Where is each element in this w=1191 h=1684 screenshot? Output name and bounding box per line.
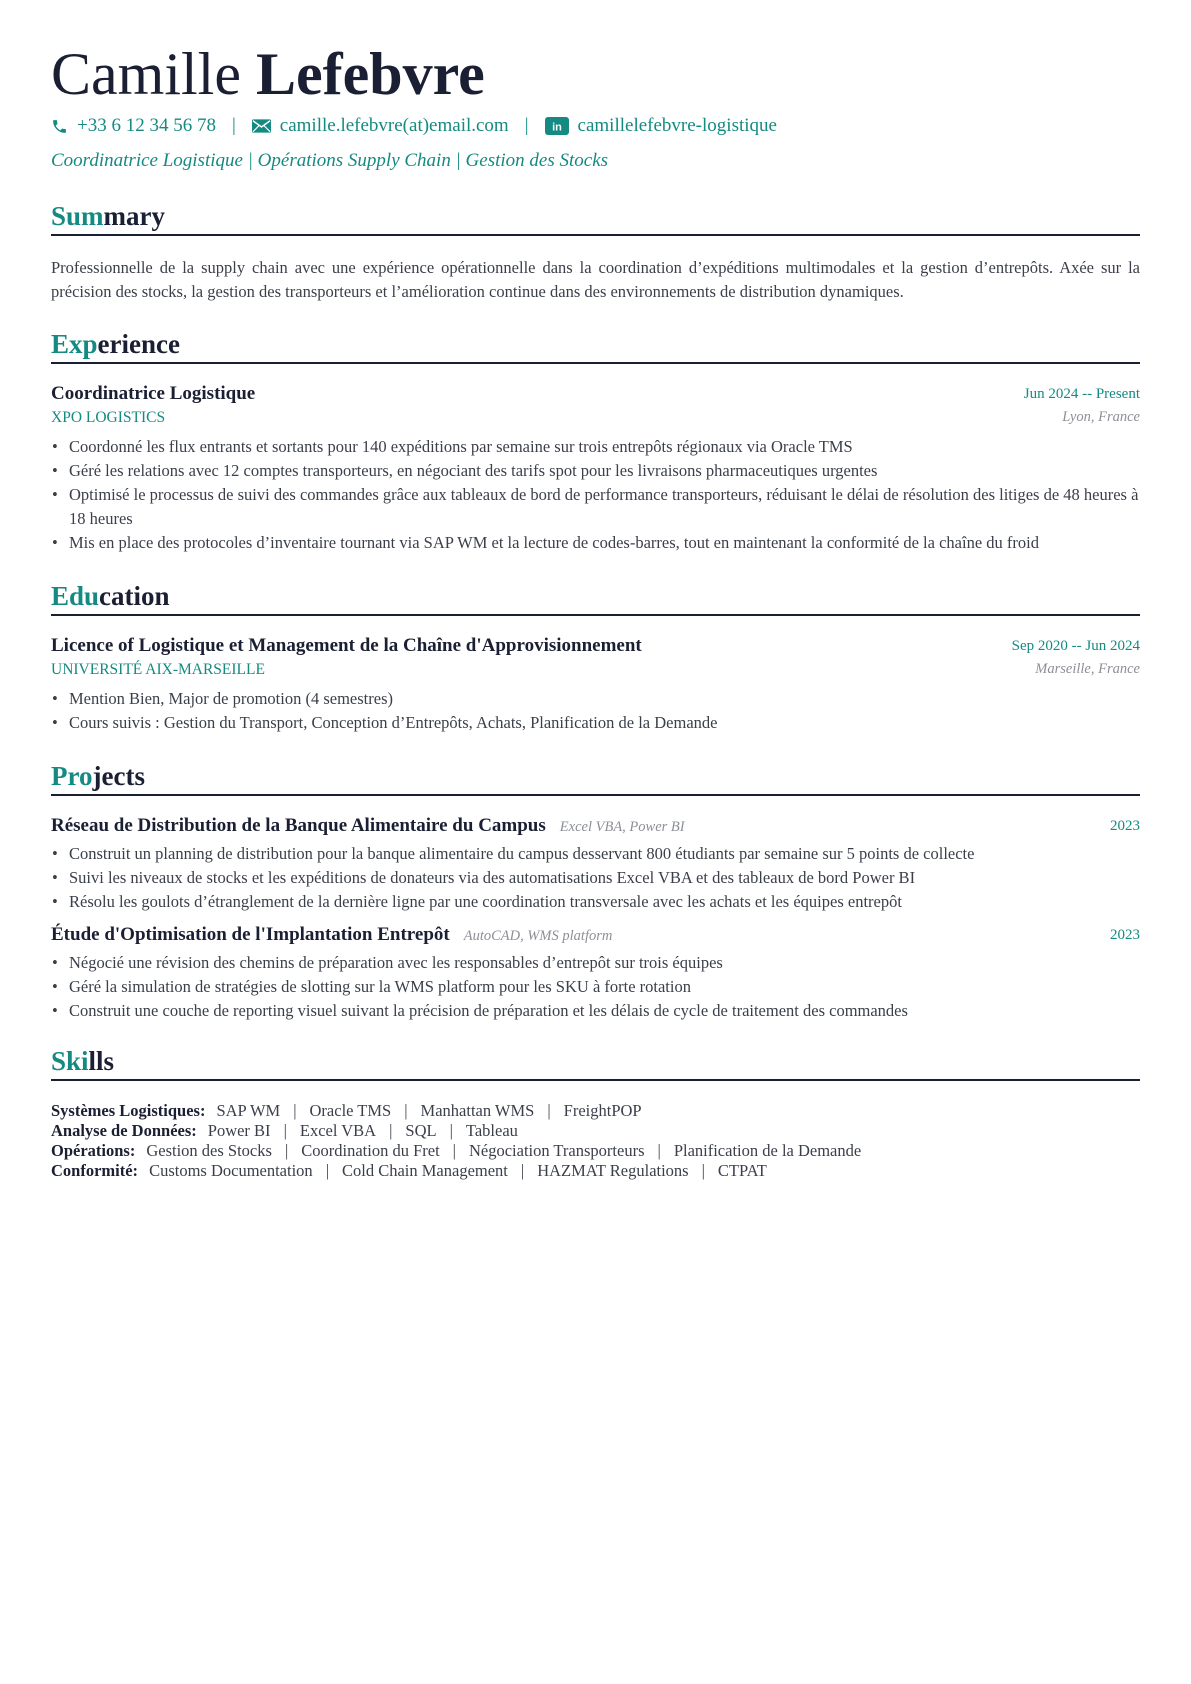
skill-item: Tableau bbox=[465, 1121, 518, 1140]
section-title-education: Education bbox=[51, 578, 1140, 616]
envelope-icon bbox=[252, 119, 271, 133]
project-bullets bbox=[51, 842, 1140, 914]
skill-item: Manhattan WMS bbox=[420, 1101, 535, 1120]
skill-item: CTPAT bbox=[717, 1161, 767, 1180]
education-school: UNIVERSITÉ AIX-MARSEILLE bbox=[51, 661, 265, 678]
skill-item: SQL bbox=[405, 1121, 437, 1140]
skill-row: Systèmes Logistiques: SAP WM | Oracle TMS | Manhattan WMS | FreightPOP bbox=[51, 1101, 642, 1120]
list-item: • Optimisé le processus de suivi des commandes grâce aux tableaux de bord de performance transporteurs, réduisant le délai de résolution des litiges de 48 heures à 18 heures bbox=[51, 483, 1140, 531]
list-item: • Géré les relations avec 12 comptes transporteurs, en négociant des tarifs spot pour les livraisons pharmaceutiques urgentes bbox=[51, 459, 1140, 483]
skill-item: Oracle TMS bbox=[309, 1101, 392, 1120]
project-tech: Excel VBA, Power BI bbox=[559, 819, 685, 835]
skill-category: Analyse de Données: bbox=[51, 1121, 197, 1140]
candidate-name bbox=[51, 36, 485, 112]
education-date: Sep 2020 -- Jun 2024 bbox=[1011, 638, 1140, 654]
project-tech: AutoCAD, WMS platform bbox=[463, 928, 613, 944]
experience-location: Lyon, France bbox=[1062, 409, 1140, 425]
skill-item: Coordination du Fret bbox=[301, 1141, 440, 1160]
experience-company: XPO LOGISTICS bbox=[51, 409, 166, 426]
list-item: • Coordonné les flux entrants et sortants pour 140 expéditions par semaine sur trois entrepôts régionaux via Oracle TMS bbox=[51, 435, 1140, 459]
project-title: Réseau de Distribution de la Banque Alimentaire du Campus Excel VBA, Power BI bbox=[51, 815, 685, 836]
skill-item: Négociation Transporteurs bbox=[468, 1141, 645, 1160]
project-date: 2023 bbox=[1110, 927, 1140, 943]
list-item: • Négocié une révision des chemins de préparation avec les responsables d’entrepôt sur trois équipes bbox=[51, 951, 1140, 975]
project-date: 2023 bbox=[1110, 818, 1140, 834]
project-title: Étude d'Optimisation de l'Implantation Entrepôt AutoCAD, WMS platform bbox=[51, 924, 613, 945]
skill-row: Analyse de Données: Power BI | Excel VBA | SQL | Tableau bbox=[51, 1121, 518, 1140]
skill-item: Power BI bbox=[207, 1121, 271, 1140]
phone-icon bbox=[51, 118, 68, 135]
first-name: Camille bbox=[51, 41, 241, 107]
project-bullets bbox=[51, 951, 1140, 1023]
list-item: • Résolu les goulots d’étranglement de la dernière ligne par une coordination transversale avec les achats et les équipes entrepôt bbox=[51, 890, 1140, 914]
education-bullets bbox=[51, 687, 1140, 735]
section-title-projects: Projects bbox=[51, 758, 1140, 796]
skill-category: Systèmes Logistiques: bbox=[51, 1101, 206, 1120]
list-item: • Géré la simulation de stratégies de slotting sur la WMS platform pour les SKU à forte rotation bbox=[51, 975, 1140, 999]
skill-item: FreightPOP bbox=[563, 1101, 642, 1120]
contact-separator: | bbox=[524, 115, 529, 136]
experience-date: Jun 2024 -- Present bbox=[1023, 386, 1140, 402]
linkedin-link[interactable]: camillelefebvre-logistique bbox=[577, 115, 777, 136]
skill-category: Conformité: bbox=[51, 1161, 139, 1180]
education-degree: Licence of Logistique et Management de la Chaîne d'Approvisionnement bbox=[51, 635, 642, 656]
contact-line bbox=[51, 112, 777, 140]
skill-item: Gestion des Stocks bbox=[146, 1141, 272, 1160]
contact-separator: | bbox=[231, 115, 236, 136]
skill-item: HAZMAT Regulations bbox=[537, 1161, 689, 1180]
list-item: • Suivi les niveaux de stocks et les expéditions de donateurs via des automatisations Excel VBA et des tableaux de bord Power BI bbox=[51, 866, 1140, 890]
experience-bullets bbox=[51, 435, 1140, 555]
skill-row: Opérations: Gestion des Stocks | Coordination du Fret | Négociation Transporteurs | Planification de la Demande bbox=[51, 1141, 862, 1160]
section-title-summary: Summary bbox=[51, 198, 1140, 236]
skill-category: Opérations: bbox=[51, 1141, 136, 1160]
email-link[interactable]: camille.lefebvre(at)email.com bbox=[279, 115, 509, 136]
list-item: • Cours suivis : Gestion du Transport, Conception d’Entrepôts, Achats, Planification de la Demande bbox=[51, 711, 1140, 735]
list-item: • Mention Bien, Major de promotion (4 semestres) bbox=[51, 687, 1140, 711]
tagline: Coordinatrice Logistique | Opérations Supply Chain | Gestion des Stocks bbox=[51, 150, 609, 171]
skill-item: SAP WM bbox=[216, 1101, 281, 1120]
phone-number[interactable]: +33 6 12 34 56 78 bbox=[77, 115, 216, 136]
experience-role: Coordinatrice Logistique bbox=[51, 383, 256, 404]
list-item: • Mis en place des protocoles d’inventaire tournant via SAP WM et la lecture de codes-barres, tout en maintenant la conformité de la chaîne du froid bbox=[51, 531, 1140, 555]
skill-item: Excel VBA bbox=[299, 1121, 377, 1140]
skill-item: Customs Documentation bbox=[149, 1161, 313, 1180]
education-location: Marseille, France bbox=[1035, 661, 1140, 677]
skills-list bbox=[51, 1101, 861, 1181]
summary-text: Professionnelle de la supply chain avec une expérience opérationnelle dans la coordination d’expéditions multimodales et la gestion d’entrepôts. Axée sur la précision des stocks, la gestion des transporteurs et l’amélioration continue dans des environnements de distribution dynamiques. bbox=[51, 258, 1140, 301]
list-item: • Construit une couche de reporting visuel suivant la précision de préparation et les délais de cycle de traitement des commandes bbox=[51, 999, 1140, 1023]
list-item: • Construit un planning de distribution pour la banque alimentaire du campus desservant 800 étudiants par semaine sur 5 points de collecte bbox=[51, 842, 1140, 866]
skill-item: Planification de la Demande bbox=[673, 1141, 862, 1160]
section-title-skills: Skills bbox=[51, 1043, 1140, 1081]
skill-row: Conformité: Customs Documentation | Cold Chain Management | HAZMAT Regulations | CTPAT bbox=[51, 1161, 767, 1180]
skill-item: Cold Chain Management bbox=[342, 1161, 508, 1180]
section-title-experience: Experience bbox=[51, 326, 1140, 364]
svg-text:in: in bbox=[551, 121, 562, 134]
last-name: Lefebvre bbox=[255, 41, 485, 107]
linkedin-icon bbox=[545, 117, 569, 135]
